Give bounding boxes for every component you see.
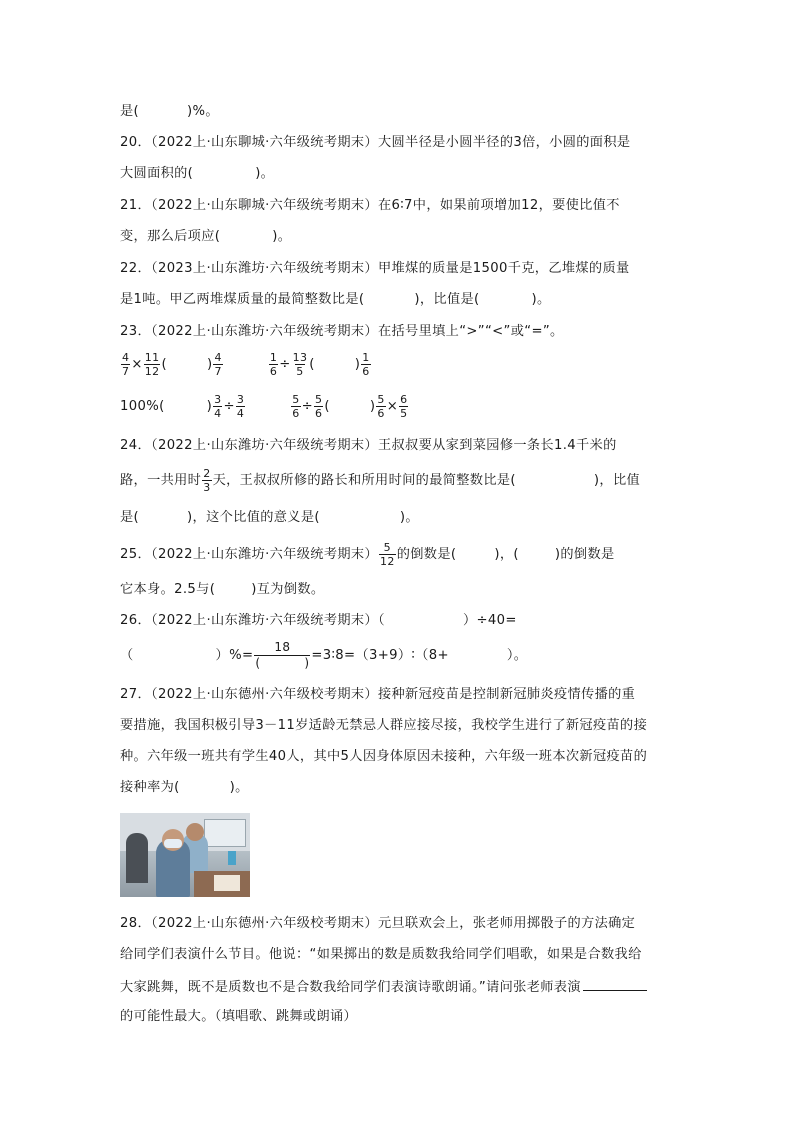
denominator: 5 <box>296 364 304 378</box>
numerator: 11 <box>144 350 160 364</box>
text: )，这个比值的意义是( <box>187 510 320 525</box>
text: 接种率为( <box>120 780 180 795</box>
numerator: 3 <box>236 392 245 406</box>
numerator: 5 <box>292 392 300 406</box>
text: )互为倒数。 <box>251 582 325 597</box>
text: )，( <box>494 547 519 562</box>
denominator <box>254 655 310 671</box>
fraction <box>361 351 370 378</box>
text: )%。 <box>187 104 219 119</box>
question-28-line-1: 28．（2022上·山东德州·六年级校考期末）元旦联欢会上，张老师用掷骰子的方法确定 <box>120 916 636 931</box>
text: 的倒数是( <box>396 547 457 562</box>
text: 大圆面积的( <box>120 166 194 181</box>
fraction <box>202 467 211 494</box>
numerator: 13 <box>292 350 308 364</box>
fraction <box>236 393 245 420</box>
numerator: 1 <box>269 350 278 364</box>
text: )。 <box>531 292 551 307</box>
operator: × <box>386 399 399 414</box>
text: 25．（2022上·山东潍坊·六年级统考期末） <box>120 547 378 562</box>
paren-open: ( <box>324 399 330 414</box>
denominator: 7 <box>214 364 222 378</box>
fraction <box>121 351 130 378</box>
paren-close: ) <box>206 399 213 414</box>
denominator: 12 <box>144 364 160 378</box>
vaccination-photo <box>120 813 250 897</box>
text: 是1吨。甲乙两堆煤质量的最简整数比是( <box>120 292 365 307</box>
denominator: 12 <box>380 554 395 568</box>
question-20-line-2 <box>120 164 274 184</box>
text: 路，一共用时 <box>120 473 202 488</box>
paren-close: ) <box>304 655 310 670</box>
text: 是( <box>120 510 140 525</box>
text: 它本身。2.5与( <box>120 582 216 597</box>
operator: ÷ <box>301 399 313 414</box>
denominator: 6 <box>362 364 370 378</box>
fraction <box>379 541 396 568</box>
text: 大家跳舞，既不是质数也不是合数我给同学们表演诗歌朗诵。”请问张老师表演 <box>120 980 581 995</box>
question-24-line-2 <box>120 466 640 496</box>
text: 是( <box>120 104 140 119</box>
paren-open: ( <box>161 357 167 372</box>
question-26-line-1 <box>120 611 517 631</box>
question-28-line-3 <box>120 976 647 998</box>
text: 100% <box>120 399 160 414</box>
answer-blank[interactable] <box>267 656 297 671</box>
denominator: 7 <box>122 364 130 378</box>
fraction <box>144 351 161 378</box>
operator: ÷ <box>223 399 235 414</box>
question-25-line-2 <box>120 580 324 600</box>
numerator: 5 <box>377 392 385 406</box>
fraction <box>213 351 222 378</box>
numerator: 2 <box>203 466 211 480</box>
numerator: 4 <box>214 350 222 364</box>
question-27-line-4 <box>120 778 249 798</box>
paren-open: ( <box>309 357 315 372</box>
line-continuation <box>120 102 219 122</box>
question-22-line-1: 22．（2023上·山东潍坊·六年级统考期末）甲堆煤的质量是1500千克，乙堆煤的质量 <box>120 261 630 276</box>
fraction <box>399 393 408 420</box>
fraction <box>291 393 300 420</box>
question-24-line-3 <box>120 508 419 528</box>
denominator: 6 <box>315 406 323 420</box>
numerator: 6 <box>400 392 408 406</box>
question-21-line-1: 21．（2022上·山东聊城·六年级统考期末）在6∶7中，如果前项增加12，要使比值不 <box>120 198 620 213</box>
text: )。 <box>229 780 249 795</box>
question-22-line-2 <box>120 290 551 310</box>
fraction <box>376 393 385 420</box>
question-23-row-1 <box>120 350 372 380</box>
text: )，比值 <box>593 473 641 488</box>
paren-close: ) <box>206 357 213 372</box>
question-28-line-2: 给同学们表演什么节目。他说：“如果掷出的数是质数我给同学们唱歌，如果是合数我给 <box>120 947 642 962</box>
fraction <box>254 640 310 671</box>
denominator: 4 <box>236 406 245 420</box>
text: （ <box>120 648 134 663</box>
paren-open: ( <box>255 655 261 670</box>
text: )，比值是( <box>414 292 480 307</box>
text: ）。 <box>506 648 528 663</box>
denominator: 6 <box>292 406 300 420</box>
paren-close: ) <box>369 399 376 414</box>
question-27-line-2: 要措施，我国积极引导3－11岁适龄无禁忌人群应接尽接，我校学生进行了新冠疫苗的接 <box>120 718 648 733</box>
numerator: 5 <box>315 392 323 406</box>
text: )的倒数是 <box>554 547 615 562</box>
text: )。 <box>272 229 292 244</box>
numerator: 3 <box>214 392 222 406</box>
text: )。 <box>399 510 419 525</box>
question-25-line-1 <box>120 540 615 570</box>
question-27-line-3: 种。六年级一班共有学生40人，其中5人因身体原因未接种，六年级一班本次新冠疫苗的 <box>120 749 648 764</box>
question-23-row-2 <box>120 392 409 422</box>
question-20-line-1: 20．（2022上·山东聊城·六年级统考期末）大圆半径是小圆半径的3倍，小圆的面积是 <box>120 135 631 150</box>
answer-underline[interactable] <box>583 976 647 991</box>
question-24-line-1: 24．（2022上·山东潍坊·六年级统考期末）王叔叔要从家到菜园修一条长1.4千米的 <box>120 438 617 453</box>
question-28-line-4: 的可能性最大。（填唱歌、跳舞或朗诵） <box>120 1009 358 1024</box>
numerator: 1 <box>362 350 370 364</box>
question-21-line-2 <box>120 227 291 247</box>
question-23-line-1: 23．（2022上·山东潍坊·六年级统考期末）在括号里填上“>”“<”或“=”。 <box>120 324 564 339</box>
text: 26．（2022上·山东潍坊·六年级统考期末）（ <box>120 613 385 628</box>
question-27-line-1: 27．（2022上·山东德州·六年级校考期末）接种新冠疫苗是控制新冠肺炎疫情传播的重 <box>120 687 636 702</box>
numerator: 4 <box>122 350 130 364</box>
fraction <box>314 393 323 420</box>
numerator: 18 <box>274 639 291 654</box>
text: ）%= <box>215 648 254 663</box>
denominator: 5 <box>400 406 408 420</box>
denominator: 6 <box>269 364 278 378</box>
text: )。 <box>255 166 275 181</box>
operator: × <box>131 357 143 372</box>
text: 变，那么后项应( <box>120 229 221 244</box>
text: 天，王叔叔所修的路长和所用时间的最简整数比是( <box>212 473 516 488</box>
operator: ÷ <box>279 357 291 372</box>
numerator: 5 <box>383 540 392 554</box>
fraction <box>213 393 222 420</box>
denominator: 4 <box>214 406 222 420</box>
fraction <box>269 351 278 378</box>
paren-close: ) <box>354 357 361 372</box>
text: ）÷40= <box>462 613 517 628</box>
denominator: 3 <box>203 480 211 494</box>
denominator: 6 <box>377 406 385 420</box>
question-26-line-2 <box>120 638 527 674</box>
text: =3∶8=（3+9）∶（8+ <box>311 648 449 663</box>
paren-open: ( <box>159 399 165 414</box>
fraction <box>292 351 309 378</box>
